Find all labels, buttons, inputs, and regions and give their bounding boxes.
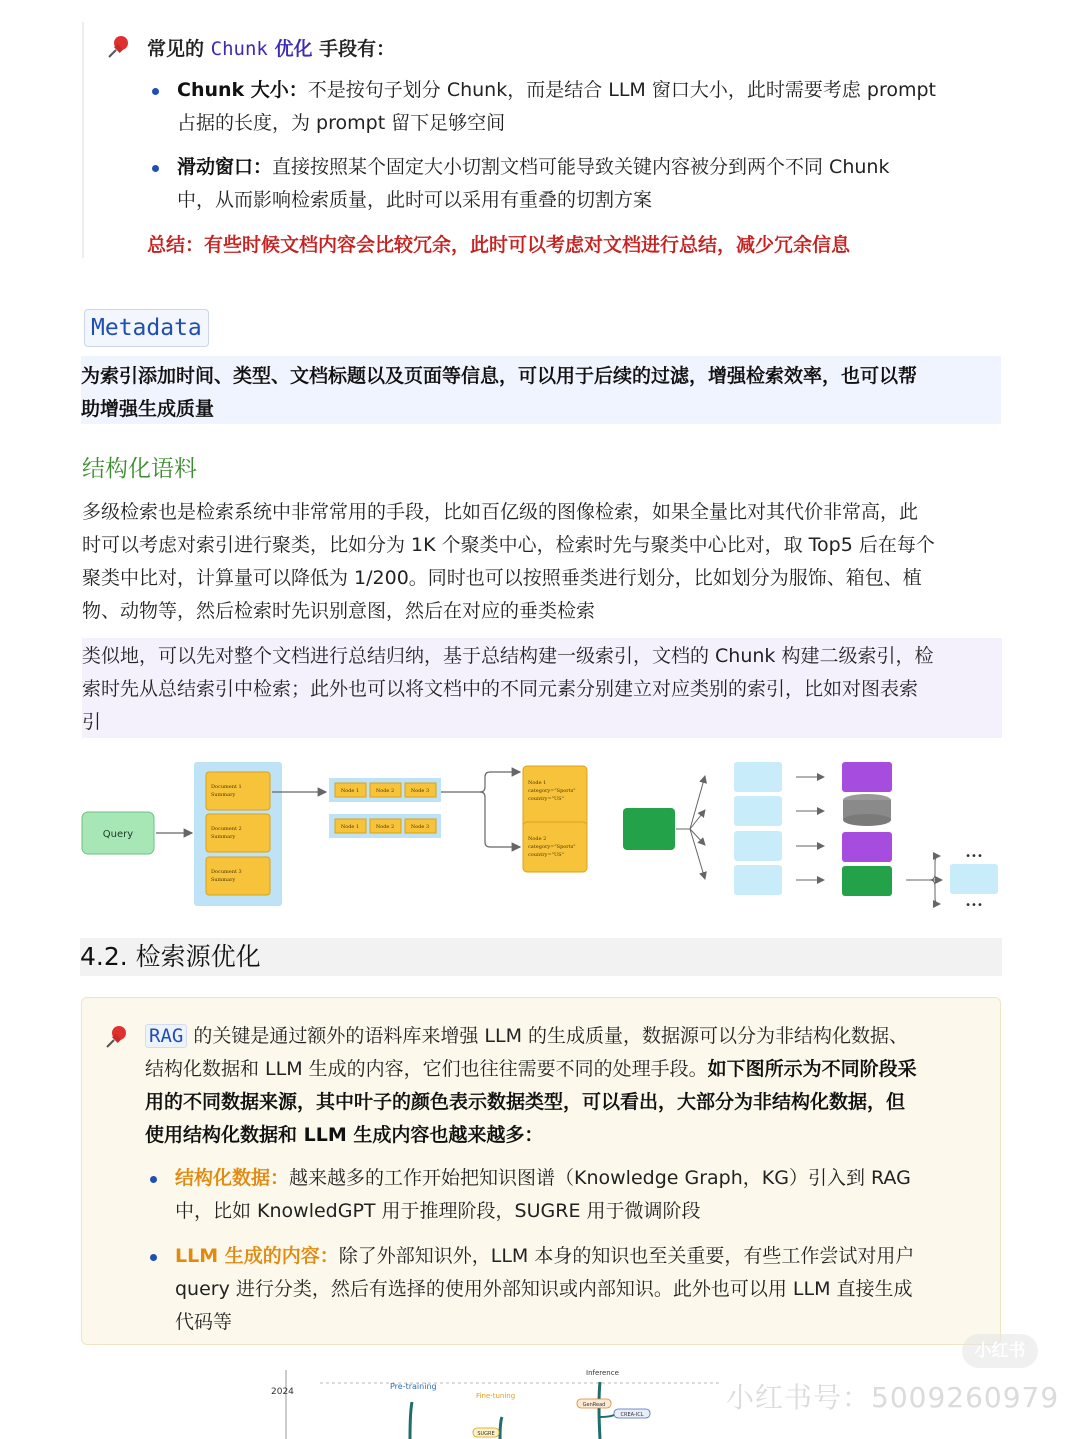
list-item: [175, 1240, 985, 1339]
node-label: Node 2: [375, 824, 395, 830]
pushpin-icon: [106, 34, 132, 60]
item-text: 不是按句子划分 Chunk，而是结合 LLM 窗口大小，此时需要考虑 prompt: [307, 79, 936, 101]
bullet-icon: [150, 1176, 157, 1183]
item-lead: 结构化数据：: [175, 1167, 290, 1189]
leaf-sugre: SUGRE: [477, 1431, 495, 1437]
cyan-node: [734, 762, 782, 792]
bullet-icon: [152, 88, 159, 95]
meta-node-text: country="US": [528, 796, 564, 802]
title-code: Chunk: [210, 38, 268, 60]
paragraph-multilevel: [82, 496, 1002, 628]
item-text: 直接按照某个固定大小切割文档可能导致关键内容被分到两个不同 Chunk: [272, 156, 890, 178]
title-suffix: 手段有：: [312, 38, 396, 60]
item-text-cont: 中，比如 KnowledGPT 用于推理阶段，SUGRE 用于微调阶段: [175, 1200, 701, 1222]
meta-node-text: Node 1: [528, 780, 547, 786]
metadata-line: 为索引添加时间、类型、文档标题以及页面等信息，可以用于后续的过滤，增强检索效率，也可以帮: [81, 365, 918, 387]
paragraph-line: 多级检索也是检索系统中非常常用的手段，比如百亿级的图像检索，如果全量比对其代价非常高，此: [82, 501, 919, 523]
node-label: Node 1: [340, 788, 360, 794]
pretraining-label: Pre-training: [390, 1382, 437, 1391]
paragraph-line: 索时先从总结索引中检索；此外也可以将文档中的不同元素分别建立对应类别的索引，比如对图表索: [82, 678, 919, 700]
purple-node: [842, 832, 892, 862]
rag-code: RAG: [145, 1024, 187, 1048]
title-highlight: 优化: [267, 38, 313, 60]
doc3-label: Document 3: [211, 869, 242, 875]
callout-paragraph: [145, 1020, 985, 1152]
section-heading-4-2: 4.2. 检索源优化: [80, 938, 1002, 976]
pushpin-icon: [104, 1024, 130, 1050]
meta-node-text: category="Sports": [528, 844, 576, 850]
paragraph-text: 结构化数据和 LLM 生成的内容，它们也往往需要不同的处理手段。: [145, 1058, 708, 1080]
year-label: 2024: [271, 1387, 294, 1397]
meta-node-text: country="US": [528, 852, 564, 858]
ellipsis-top: •••: [965, 851, 983, 862]
paragraph-bold: 使用结构化数据和 LLM 生成内容也越来越多：: [145, 1124, 544, 1146]
title-prefix: 常见的: [147, 38, 211, 60]
document-summary-2: [206, 814, 270, 852]
list-item: [177, 74, 997, 140]
list-item: [175, 1162, 985, 1228]
rag-data-source-callout: [81, 997, 1001, 1345]
meta-node-text: Node 2: [528, 836, 547, 842]
metadata-line: 助增强生成质量: [81, 398, 215, 420]
chunk-optimization-callout: [82, 22, 1000, 258]
node-label: Node 1: [340, 824, 360, 830]
doc1-label: Document 1: [211, 784, 242, 790]
cyan-node: [734, 831, 782, 861]
item-text-cont: 中，从而影响检索质量，此时可以采用有重叠的切割方案: [177, 189, 653, 211]
paragraph-line: 类似地，可以先对整个文档进行总结归纳，基于总结构建一级索引，文档的 Chunk 构建二级索引，检: [82, 645, 934, 667]
rag-timeline-figure: [250, 1362, 750, 1439]
item-text-cont: 占据的长度，为 prompt 留下足够空间: [177, 112, 506, 134]
paragraph-line: 时可以考虑对索引进行聚类，比如分为 1K 个聚类中心，检索时先与聚类中心比对，取 Top5 后在每个: [82, 534, 935, 556]
node-label: Node 3: [410, 788, 430, 794]
purple-node: [842, 762, 892, 792]
paragraph-bold: 用的不同数据来源，其中叶子的颜色表示数据类型，可以看出，大部分为非结构化数据，但: [145, 1091, 906, 1113]
watermark-text: 小红书号：5009260979: [726, 1381, 1060, 1414]
paragraph-line: 引: [82, 711, 102, 733]
hierarchical-index-diagram: [80, 752, 1002, 912]
bullet-icon: [150, 1254, 157, 1261]
xiaohongshu-logo: 小红书: [962, 1334, 1038, 1368]
paragraph-line: 聚类中比对，计算量可以降低为 1/200。同时也可以按照垂类进行划分，比如划分为服饰、箱包、植: [82, 567, 922, 589]
doc2-label2: Summary: [211, 834, 236, 840]
item-text: 除了外部知识外，LLM 本身的知识也至关重要，有些工作尝试对用户: [338, 1245, 915, 1267]
leaf-genread: GenRead: [582, 1402, 606, 1408]
summary-text: 总结：有些时候文档内容会比较冗余，此时可以考虑对文档进行总结，减少冗余信息: [147, 234, 851, 256]
item-lead: 滑动窗口：: [177, 156, 273, 178]
doc3-label2: Summary: [211, 877, 236, 883]
metadata-tag: Metadata: [84, 309, 209, 347]
leaf-crea-icl: CREA-ICL: [620, 1412, 644, 1418]
paragraph-summary-index: [82, 638, 1002, 738]
inference-label: Inference: [586, 1369, 619, 1377]
document-summary-3: [206, 857, 270, 895]
doc1-label2: Summary: [211, 792, 236, 798]
metadata-description: [81, 356, 1001, 424]
doc2-label: Document 2: [211, 826, 242, 832]
cyan-node: [734, 865, 782, 895]
item-lead: Chunk 大小：: [177, 79, 308, 101]
list-item: [177, 151, 997, 217]
node-label: Node 3: [410, 824, 430, 830]
finetuning-label: Fine-tuning: [476, 1392, 516, 1400]
cyan-node: [734, 796, 782, 826]
item-text-cont: query 进行分类，然后有选择的使用外部知识或内部知识。此外也可以用 LLM 直接生成: [175, 1278, 913, 1300]
paragraph-line: 物、动物等，然后检索时先识别意图，然后在对应的垂类检索: [82, 600, 596, 622]
callout-title: [147, 34, 395, 61]
paragraph-text: 的关键是通过额外的语料库来增强 LLM 的生成质量，数据源可以分为非结构化数据、: [187, 1025, 909, 1047]
item-text-cont: 代码等: [175, 1311, 233, 1333]
section-heading: 结构化语料: [82, 456, 197, 482]
document-summary-1: [206, 772, 270, 810]
paragraph-bold: 如下图所示为不同阶段采: [707, 1058, 917, 1080]
query-label: Query: [102, 829, 134, 840]
green-node: [842, 866, 892, 896]
item-text: 越来越多的工作开始把知识图谱（Knowledge Graph，KG）引入到 RAG: [289, 1167, 911, 1189]
bullet-icon: [152, 165, 159, 172]
ellipsis-bottom: •••: [965, 900, 983, 911]
node-label: Node 2: [375, 788, 395, 794]
meta-node-text: category="Sports": [528, 788, 576, 794]
root-green-box: [623, 808, 675, 850]
cyan-node: [950, 864, 998, 894]
item-lead: LLM 生成的内容：: [175, 1245, 339, 1267]
